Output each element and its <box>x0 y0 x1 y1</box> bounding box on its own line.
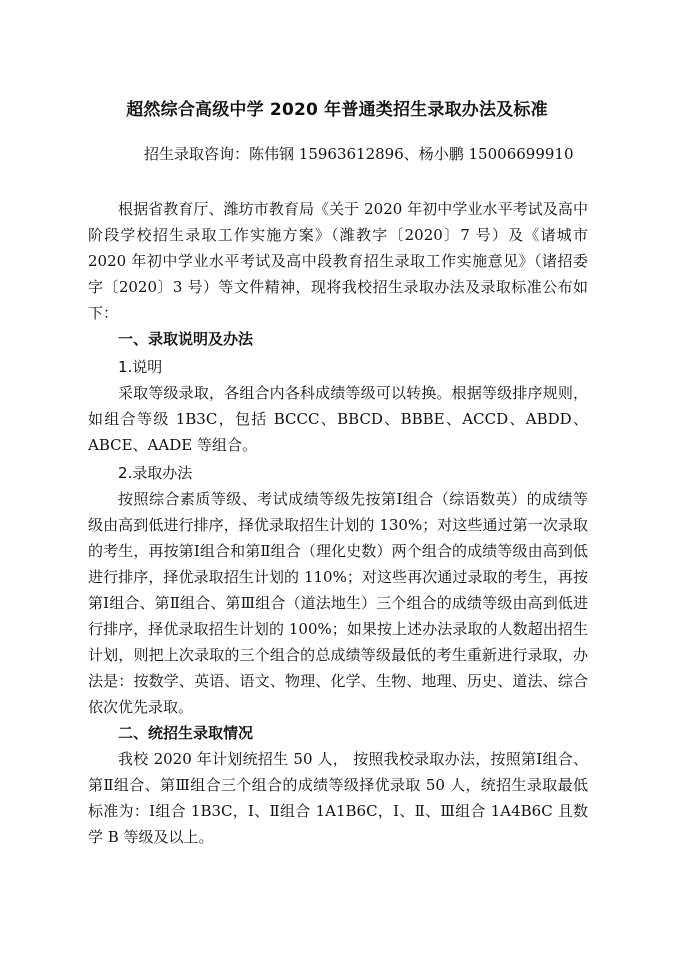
subsection-2-text: 按照综合素质等级、考试成绩等级先按第Ⅰ组合（综语数英）的成绩等级由高到低进行排序，择优录取招生计划的 130%；对这些通过第一次录取的考生，再按第Ⅰ组合和第Ⅱ组合（理化史数）两个组合的成绩等级由高到低进行排序，择优录取招生计划的 110%；对这些再次通过录取的考生，再按第Ⅰ组合、第Ⅱ组合、第Ⅲ组合（道法地生）三个组合的成绩等级由高到低进行排序，择优录取招生计划的 100%；如果按上述办法录取的人数超出招生计划，则把上次录取的三个组合的总成绩等级最低的考生重新进行录取，办法是：按数学、英语、语文、物理、化学、生物、地理、历史、道法、综合依次优先录取。 <box>88 490 588 716</box>
section-1-heading: 一、录取说明及办法 <box>118 330 254 348</box>
subsection-1-text: 采取等级录取，各组合内各科成绩等级可以转换。根据等级排序规则，如组合等级 1B3C，包括 BCCC、BBCD、BBBE、ACCD、ABDD、ABCE、AADE 等组合。 <box>88 384 588 454</box>
contact-line: 招生录取咨询：陈伟钢 15963612896、杨小鹏 15006699910 <box>144 145 574 163</box>
subsection-2-heading: 2.录取办法 <box>118 464 193 482</box>
document-body <box>88 196 588 850</box>
section-2-text: 我校 2020 年计划统招生 50 人， 按照我校录取办法，按照第Ⅰ组合、第Ⅱ组合、第Ⅲ组合三个组合的成绩等级择优录取 50 人，统招生录取最低标准为：Ⅰ组合 1B3C，Ⅰ、Ⅱ组合 1A1B6C，Ⅰ、Ⅱ、Ⅲ组合 1A4B6C 且数学 B 等级及以上。 <box>88 750 588 846</box>
section-2-heading: 二、统招生录取情况 <box>118 724 254 742</box>
intro-paragraph: 根据省教育厅、潍坊市教育局《关于 2020 年初中学业水平考试及高中阶段学校招生录取工作实施方案》（潍教字〔2020〕7 号）及《诸城市 2020 年初中学业水平考试及高中段教育招生录取工作实施意见》（诸招委字〔2020〕3 号）等文件精神，现将我校招生录取办法及录取标准公布如下： <box>88 200 588 322</box>
subsection-1-heading: 1.说明 <box>118 358 163 376</box>
document-title: 超然综合高级中学 2020 年普通类招生录取办法及标准 <box>126 100 548 120</box>
